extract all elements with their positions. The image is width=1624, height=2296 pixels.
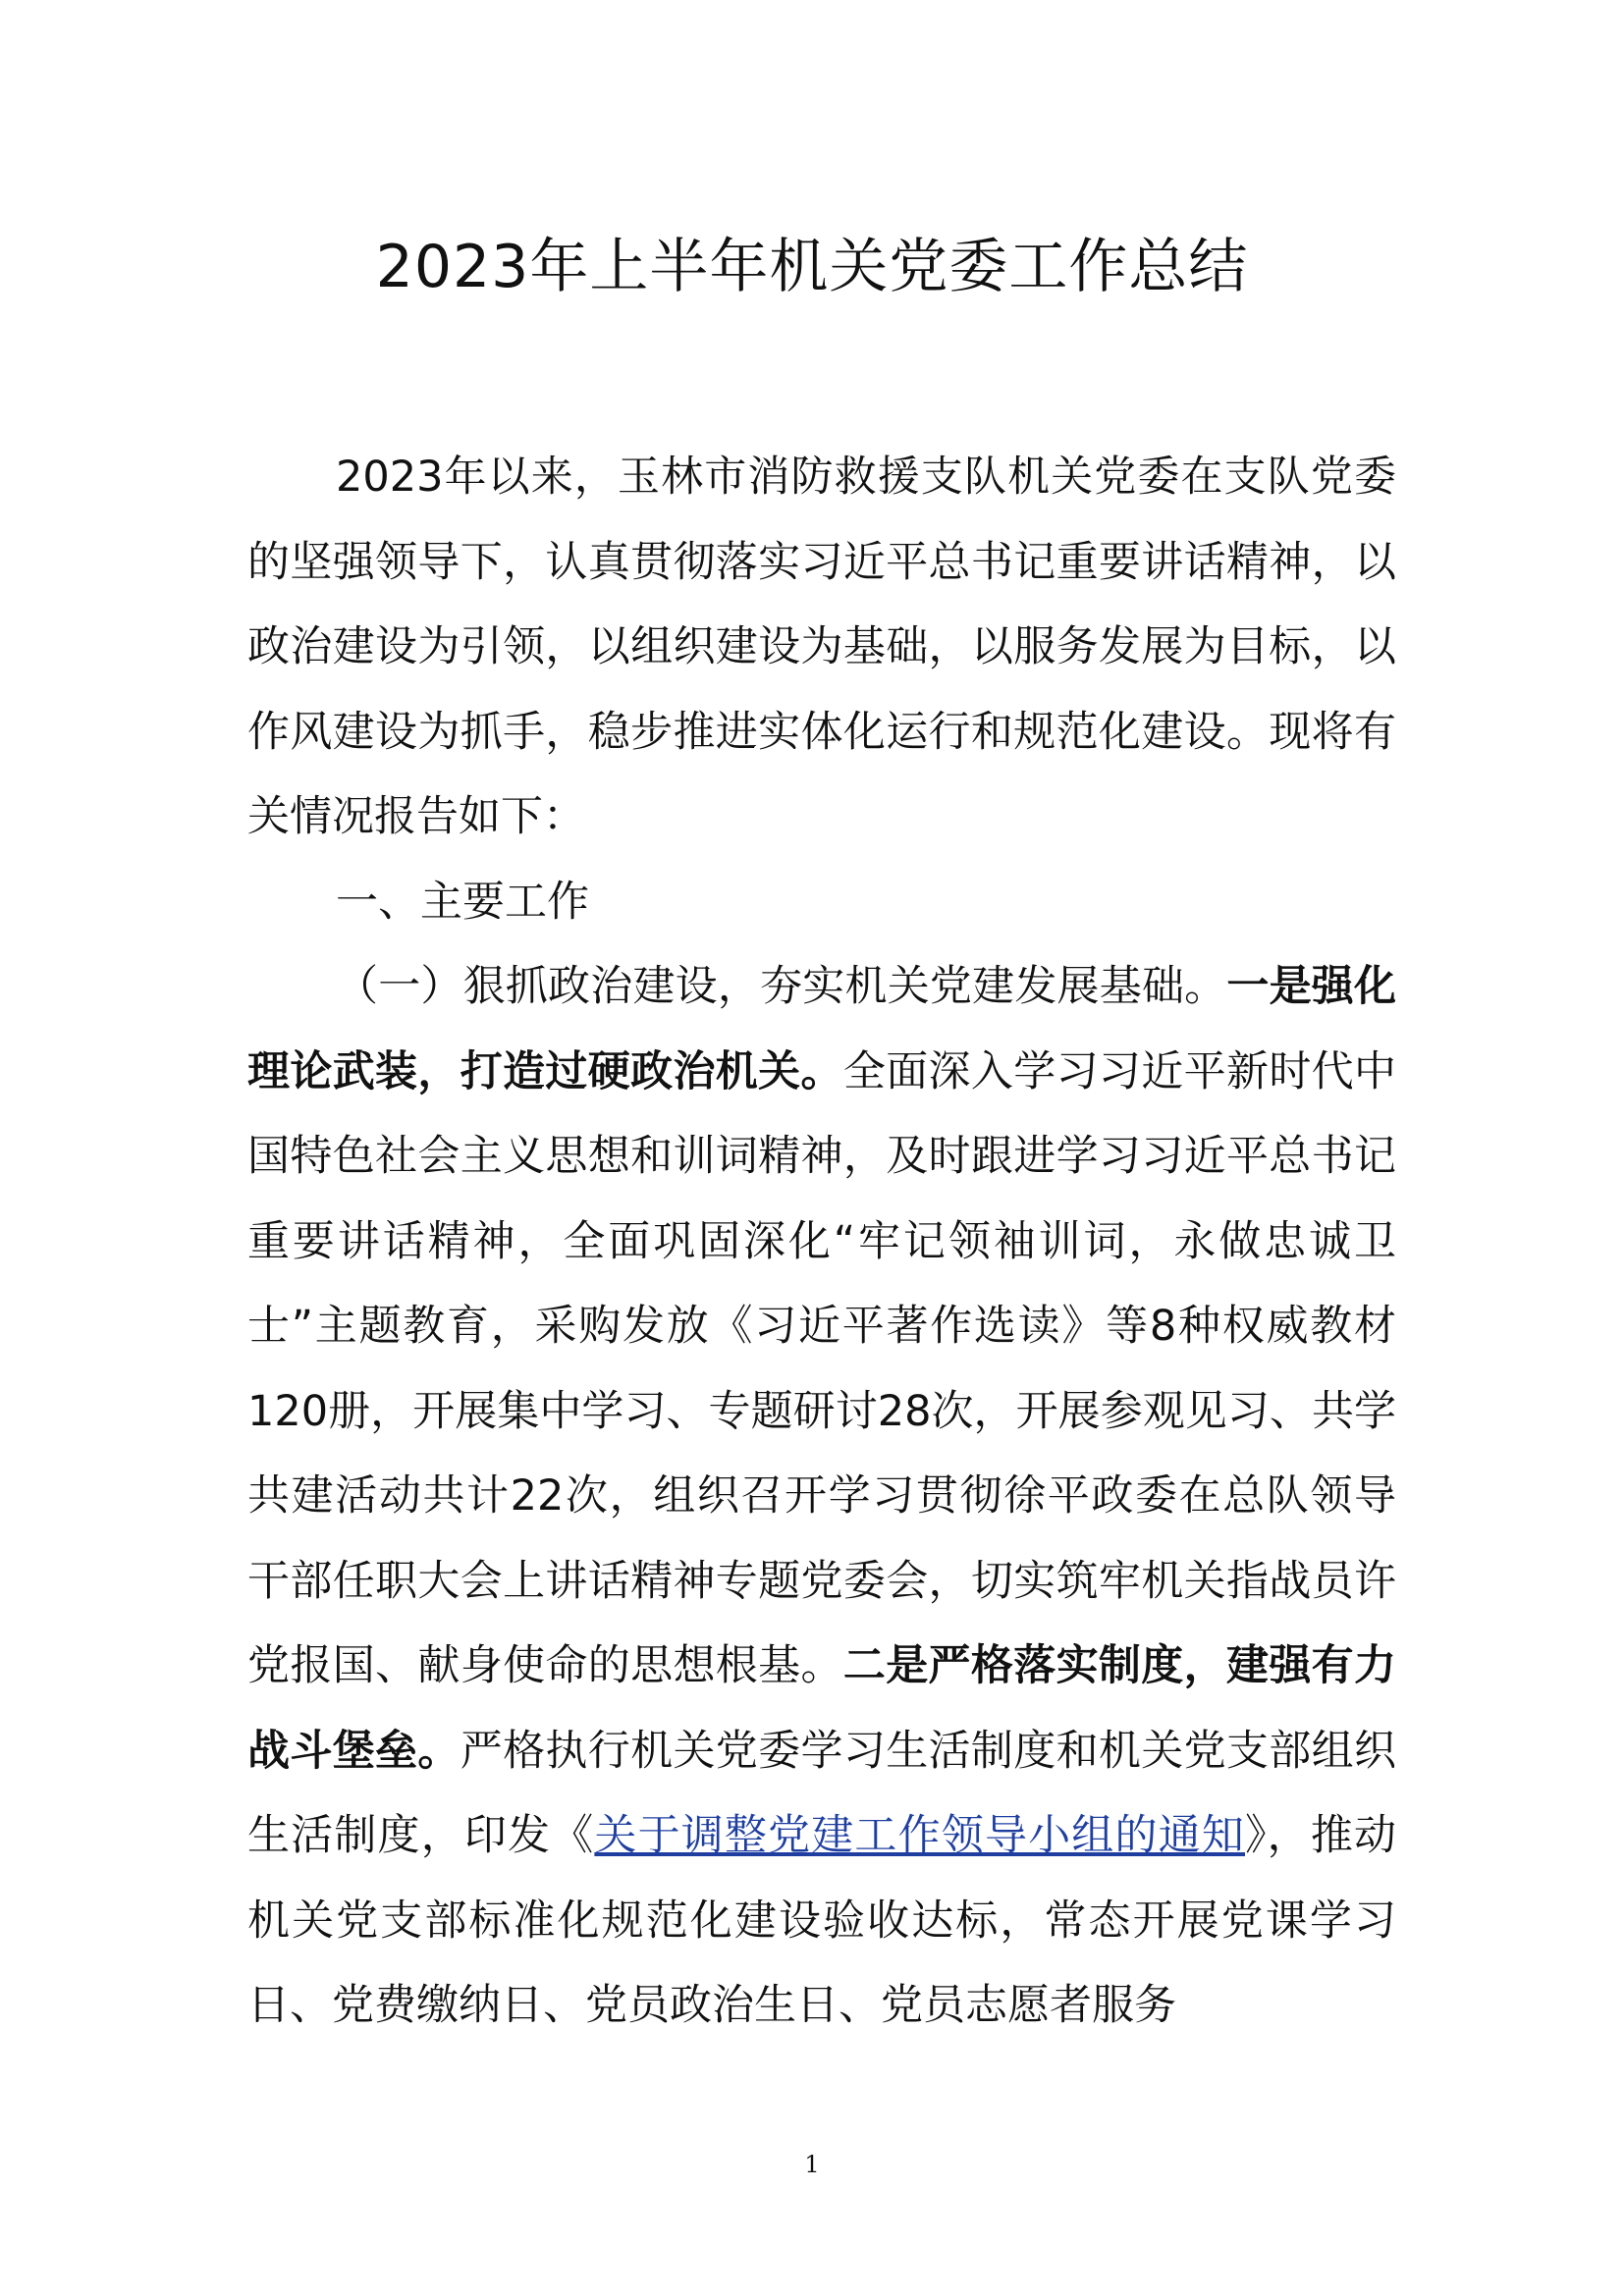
point-two-text-b: 》，推动机关党支部标准化规范化建设验收达标，常态开展党课学习日、党费缴纳日、党员政治生日、党员志愿者服务: [247, 1811, 1397, 2030]
page-number: 1: [804, 2151, 820, 2178]
notice-document-link[interactable]: 关于调整党建工作领导小组的通知: [594, 1811, 1245, 1860]
point-one-text: 全面深入学习习近平新时代中国特色社会主义思想和训词精神，及时跟进学习习近平总书记重要讲话精神，全面巩固深化“牢记领袖训词，永做忠诚卫士”主题教育，采购发放《习近平著作选读》等8种权威教材120册，开展集中学习、专题研讨28次，开展参观见习、共学共建活动共计22次，组织召开学习贯彻徐平政委在总队领导干部任职大会上讲话精神专题党委会，切实筑牢机关指战员许党报国、献身使命的思想根基。: [247, 1046, 1397, 1690]
point-two-heading: 二是严格落实制度，建强有力战斗堡垒。: [247, 1641, 1397, 1776]
document-body: [247, 435, 1396, 2049]
section-heading: 一、主要工作: [336, 877, 589, 927]
point-one-heading: 一是强化理论武装，打造过硬政治机关。: [247, 962, 1397, 1096]
intro-paragraph: 2023年以来，玉林市消防救援支队机关党委在支队党委的坚强领导下，认真贯彻落实习近平总书记重要讲话精神，以政治建设为引领，以组织建设为基础，以服务发展为目标，以作风建设为抓手，稳步推进实体化运行和规范化建设。现将有关情况报告如下：: [247, 453, 1396, 841]
document-title: 2023年上半年机关党委工作总结: [375, 233, 1249, 301]
sub-heading: （一）狠抓政治建设，夯实机关党建发展基础。: [336, 962, 1227, 1011]
sub-section-paragraph: [247, 944, 1396, 2049]
point-two-text-a: 严格执行机关党委学习生活制度和机关党支部组织生活制度，印发《: [247, 1726, 1397, 1860]
